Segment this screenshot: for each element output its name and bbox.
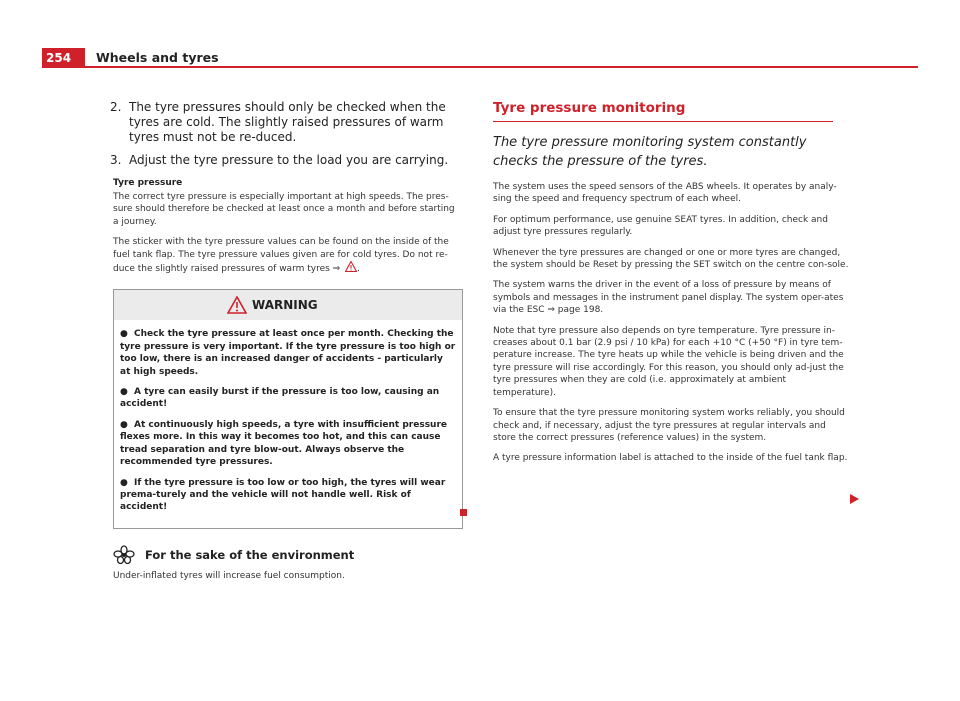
warning-item-text: At continuously high speeds, a tyre with insufficient pressure flexes more. In this way it becomes too hot, and this can cause tread separation and tyre blow-out. Always observe the recommended tyre pressures. <box>120 419 447 468</box>
step-item <box>110 153 463 168</box>
section-title: Wheels and tyres <box>96 50 219 65</box>
environment-heading <box>113 545 463 565</box>
paragraph: Whenever the tyre pressures are changed or one or more tyres are changed, the system should be Reset by pressing the SET switch on the centre con-sole. <box>493 247 849 271</box>
heading-rule <box>493 121 833 122</box>
bullet: ● <box>120 329 128 340</box>
end-of-section-marker <box>460 509 467 516</box>
paragraph: Note that tyre pressure also depends on tyre temperature. Tyre pressure in-creases about 0.1 bar (2.9 psi / 10 kPa) for each +10 °C (+50 °F) in tyre tem-perature increase. The tyre heats up while the vehicle is being driven and the tyre pressure will rise accordingly. For this reason, you should only ad-just the tyre pressures when they are cold (i.e. approximately at ambient temperature). <box>493 325 844 398</box>
period: . <box>357 264 360 275</box>
warning-item <box>120 419 456 469</box>
step-number: 2. <box>110 100 122 114</box>
warning-item <box>120 477 456 514</box>
lead-text: The tyre pressure monitoring system constantly checks the pressure of the tyres. <box>493 135 807 169</box>
right-column <box>493 100 849 473</box>
environment-text: Under-inflated tyres will increase fuel consumption. <box>113 570 345 581</box>
warning-box <box>113 289 463 528</box>
bullet: ● <box>120 387 128 398</box>
bullet: ● <box>120 477 128 488</box>
step-text: The tyre pressures should only be checked when the tyres are cold. The slightly raised pressures of warm tyres must not be re-duced. <box>129 100 446 144</box>
paragraph: A tyre pressure information label is attached to the inside of the fuel tank flap. <box>493 453 848 464</box>
warning-title: WARNING <box>252 298 318 313</box>
warning-triangle-icon[interactable] <box>345 261 357 272</box>
warning-item <box>120 386 456 411</box>
subheading: Tyre pressure <box>113 178 183 188</box>
step-text: Adjust the tyre pressure to the load you are carrying. <box>129 153 449 167</box>
flower-icon <box>113 545 135 565</box>
warning-header <box>114 290 462 320</box>
warning-item-text: If the tyre pressure is too low or too high, the tyres will wear prema-turely and the vehicle will not handle well. Risk of accident! <box>120 477 446 513</box>
warning-item-text: A tyre can easily burst if the pressure is too low, causing an accident! <box>120 387 440 410</box>
step-number: 3. <box>110 153 122 167</box>
step-item <box>110 100 463 145</box>
heading-tyre-pressure-monitoring: Tyre pressure monitoring <box>493 100 686 116</box>
paragraph: The correct tyre pressure is especially important at high speeds. The pres-sure should therefore be checked at least once a month and before starting a journey. <box>113 192 455 227</box>
paragraph: The system uses the speed sensors of the ABS wheels. It operates by analy-sing the speed and frequency spectrum of each wheel. <box>493 182 837 205</box>
paragraph-text: The sticker with the tyre pressure values can be found on the inside of the fuel tank flap. The tyre pressure values given are for cold tyres. Do not re-duce the slightly raised pressures of warm tyres ⇒ <box>113 237 449 275</box>
paragraph: To ensure that the tyre pressure monitoring system works reliably, you should check and, if necessary, adjust the tyre pressures at regular intervals and store the correct pressures (reference values) in the system. <box>493 408 845 443</box>
header-rule <box>85 66 918 68</box>
warning-body <box>114 320 462 527</box>
warning-item-text: Check the tyre pressure at least once per month. Checking the tyre pressure is very important. If the tyre pressure is too high or too low, there is an increased danger of accidents - particularly at high speeds. <box>120 329 456 377</box>
bullet: ● <box>120 419 128 430</box>
continue-arrow-icon[interactable] <box>850 494 859 504</box>
paragraph <box>113 236 463 275</box>
paragraph: The system warns the driver in the event of a loss of pressure by means of symbols and messages in the instrument panel display. The system oper-ates via the ESC ⇒ page 198. <box>493 280 844 316</box>
paragraph: For optimum performance, use genuine SEAT tyres. In addition, check and adjust tyre pressures regularly. <box>493 214 828 238</box>
environment-title: For the sake of the environment <box>145 547 355 562</box>
warning-triangle-icon <box>227 296 247 314</box>
page-number: 254 <box>42 48 85 68</box>
warning-item <box>120 328 456 378</box>
left-column <box>110 100 463 581</box>
